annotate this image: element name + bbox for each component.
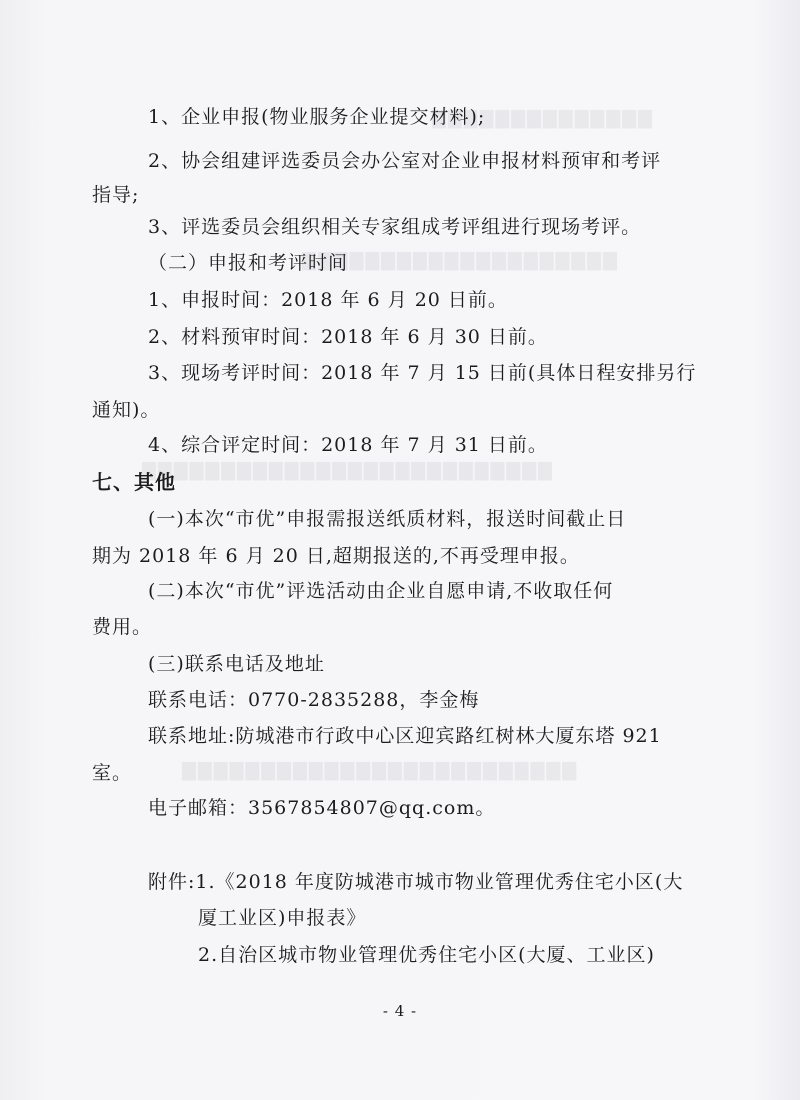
doc-line: 3、评选委员会组织相关专家组成考评组进行现场考评。 xyxy=(148,216,642,238)
doc-line: 通知)。 xyxy=(92,399,161,421)
contact-address: 联系地址:防城港市行政中心区迎宾路红树林大厦东塔 921 xyxy=(148,725,662,747)
section-heading: 七、其他 xyxy=(92,470,176,494)
attachment-item: 附件:1.《2018 年度防城港市城市物业管理优秀住宅小区(大 xyxy=(148,871,684,893)
bleed-through-texture: ▇▇▇▇▇▇▇▇▇▇▇▇▇▇▇▇▇▇▇▇▇▇▇▇▇▇ xyxy=(140,460,552,481)
doc-line: 1、申报时间：2018 年 6 月 20 日前。 xyxy=(148,289,508,311)
doc-line: 指导; xyxy=(92,184,140,206)
attachment-item: 厦工业区)申报表》 xyxy=(198,907,367,929)
doc-line: 期为 2018 年 6 月 20 日,超期报送的,不再受理申报。 xyxy=(92,545,580,567)
doc-line: (二)本次“市优”评选活动由企业自愿申请,不收取任何 xyxy=(148,580,614,602)
attachment-item: 2.自治区城市物业管理优秀住宅小区(大厦、工业区) xyxy=(198,944,655,966)
page-number: - 4 - xyxy=(382,1002,418,1020)
doc-line: 1、企业申报(物业服务企业提交材料); xyxy=(148,106,486,128)
contact-email: 电子邮箱：3567854807@qq.com。 xyxy=(148,797,496,819)
bleed-through-texture: ▇▇▇▇▇▇▇▇▇▇▇▇▇▇▇▇▇▇▇▇ xyxy=(300,250,617,271)
bleed-through-texture: ▇▇▇▇▇▇▇▇▇▇▇▇▇▇ xyxy=(430,108,652,129)
doc-line: 3、现场考评时间：2018 年 7 月 15 日前(具体日程安排另行 xyxy=(148,362,697,384)
section-heading: (三)联系电话及地址 xyxy=(148,653,325,675)
doc-line: 4、综合评定时间：2018 年 7 月 31 日前。 xyxy=(148,434,548,456)
doc-line: 2、协会组建评选委员会办公室对企业申报材料预审和考评 xyxy=(148,150,662,172)
doc-line: 2、材料预审时间：2018 年 6 月 30 日前。 xyxy=(148,326,548,348)
doc-line: (一)本次“市优”申报需报送纸质材料，报送时间截止日 xyxy=(148,508,627,530)
doc-line: 室。 xyxy=(92,762,133,784)
doc-line: 费用。 xyxy=(92,616,153,638)
bleed-through-texture: ▇▇▇▇▇▇▇▇▇▇▇▇▇▇▇▇▇▇▇▇▇▇▇▇▇ xyxy=(180,760,577,781)
contact-phone: 联系电话：0770-2835288，李金梅 xyxy=(148,689,480,711)
section-heading: （二）申报和考评时间 xyxy=(148,252,349,274)
